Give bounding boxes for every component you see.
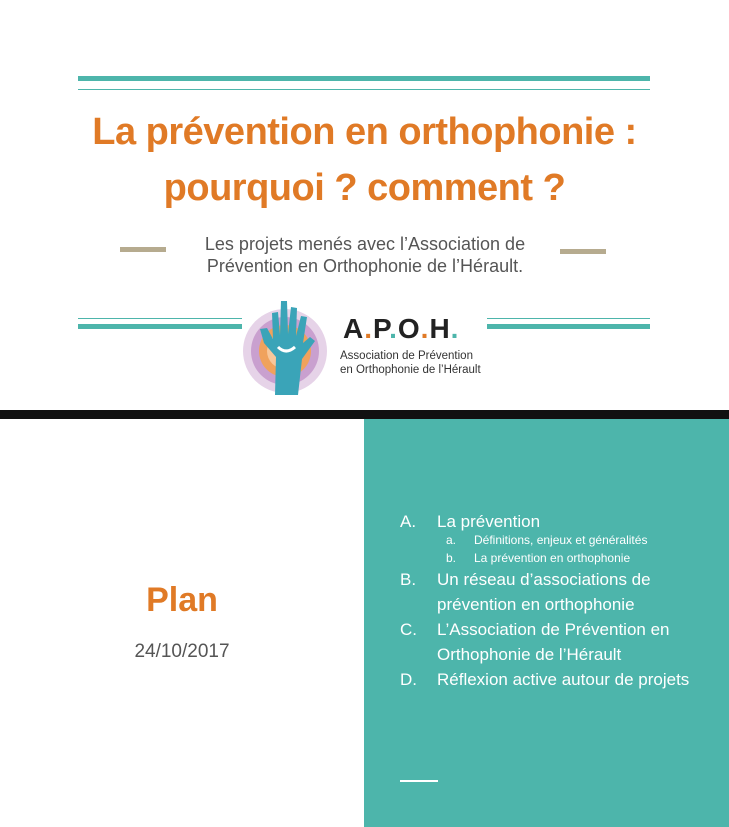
slide-separator <box>0 410 729 419</box>
right-thick-rule <box>487 324 650 329</box>
title-slide <box>0 0 729 410</box>
plan-date: 24/10/2017 <box>134 641 230 662</box>
outline-text: La prévention <box>437 512 541 531</box>
plan-slide <box>0 419 729 827</box>
outline-item-d <box>400 667 720 692</box>
outline-item-b <box>400 567 720 617</box>
outline-text: Réflexion active autour de projets <box>437 670 690 689</box>
outline-sublist <box>437 531 720 567</box>
subtitle-line1: Les projets menés avec l’Association de <box>204 234 526 254</box>
acronym-dot-1: . <box>364 313 374 344</box>
plan-title: Plan <box>146 581 218 619</box>
left-thin-rule <box>78 318 242 319</box>
slide-title-line2: pourquoi ? comment ? <box>163 167 566 209</box>
left-thick-rule <box>78 324 242 329</box>
outline-marker: C. <box>400 620 417 639</box>
slide-title-line1: La prévention en orthophonie : <box>92 111 637 153</box>
outline-submarker: b. <box>446 551 457 565</box>
outline-marker: D. <box>400 670 417 689</box>
outline-text: L’Association de Prévention en Orthophonie de l’Hérault <box>437 620 670 664</box>
panel-underline <box>400 780 438 782</box>
logo-acronym <box>343 313 459 345</box>
slide-subtitle <box>180 233 550 277</box>
outline-list <box>400 509 720 692</box>
acronym-dot-2: . <box>389 313 398 344</box>
raised-hand-logo-icon <box>240 295 330 395</box>
logo-association-name <box>340 349 481 377</box>
logo-name-line2: en Orthophonie de l’Hérault <box>340 364 481 376</box>
logo-name-line1: Association de Prévention <box>340 350 473 362</box>
outline-submarker: a. <box>446 533 457 547</box>
outline-subitem-b <box>437 549 720 567</box>
subtitle-line2: Prévention en Orthophonie de l’Hérault. <box>206 256 524 276</box>
outline-item-a <box>400 509 720 567</box>
outline-subtext: La prévention en orthophonie <box>474 551 631 565</box>
acronym-dot-4: . <box>450 313 460 344</box>
slide-title <box>60 104 669 216</box>
top-teal-rule <box>78 76 650 81</box>
subtitle-left-bar <box>120 247 166 252</box>
subtitle-right-bar <box>560 249 606 254</box>
outline-item-c <box>400 617 720 667</box>
outline-subitem-a <box>437 531 720 549</box>
acronym-p: P <box>373 313 390 344</box>
outline-text: Un réseau d’associations de prévention en orthophonie <box>437 570 651 614</box>
right-thin-rule <box>487 318 650 319</box>
acronym-h: H <box>429 313 451 344</box>
acronym-o: O <box>397 313 421 344</box>
acronym-dot-3: . <box>420 313 430 344</box>
outline-marker: B. <box>400 570 417 589</box>
outline-marker: A. <box>400 512 417 531</box>
acronym-a: A <box>343 313 365 344</box>
outline-subtext: Définitions, enjeux et généralités <box>474 533 648 547</box>
top-teal-thin-rule <box>78 89 650 90</box>
